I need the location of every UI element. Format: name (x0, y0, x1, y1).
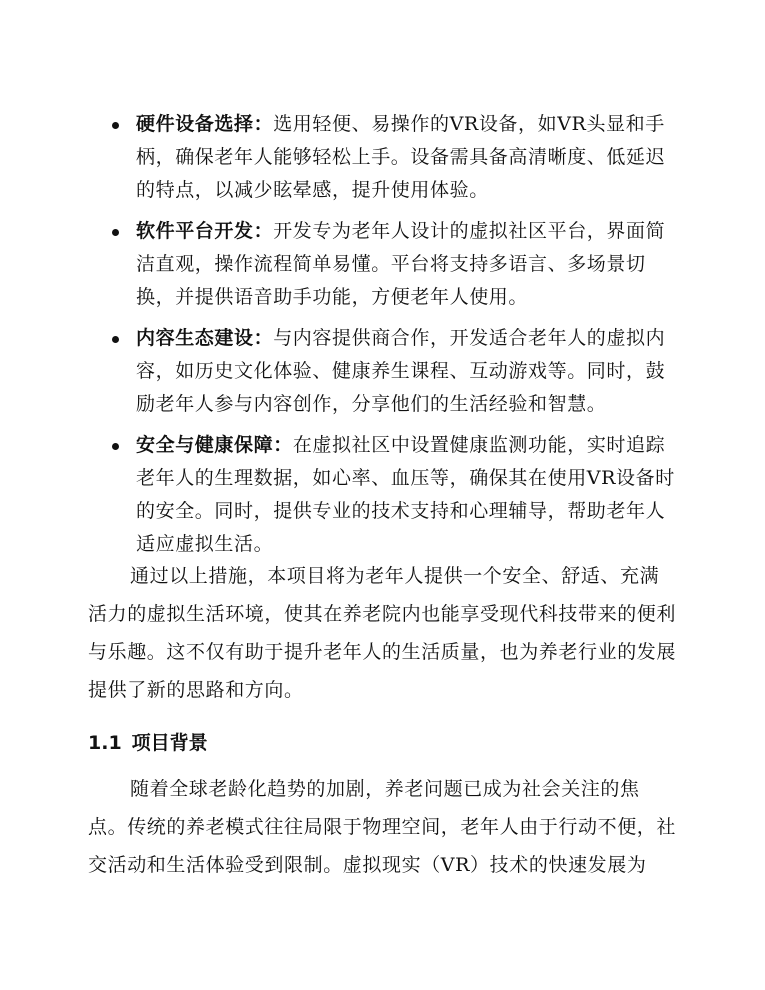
background-paragraph: 随着全球老龄化趋势的加剧，养老问题已成为社会关注的焦点。传统的养老模式往往局限于物理空间，老年人由于行动不便，社交活动和生活体验受到限制。虚拟现实（VR）技术的快速发展为 (88, 778, 677, 876)
section-heading (88, 728, 208, 758)
bullet-dot-icon (112, 122, 119, 129)
bullet-title: 安全与健康保障： (136, 434, 293, 456)
bullet-title: 软件平台开发： (136, 220, 274, 242)
bullet-dot-icon (112, 443, 119, 450)
bullet-title: 内容生态建设： (136, 327, 274, 349)
measures-bullet-list (0, 108, 765, 569)
bullet-text: 与内容提供商合作，开发适合老年人的虚拟内容，如历史文化体验、健康养生课程、互动游戏等。同时，鼓励老年人参与内容创作，分享他们的生活经验和智慧。 (136, 327, 666, 415)
bullet-item-safety (0, 429, 765, 561)
bullet-text: 开发专为老年人设计的虚拟社区平台，界面简洁直观，操作流程简单易懂。平台将支持多语言、多场景切换，并提供语音助手功能，方便老年人使用。 (136, 220, 666, 308)
bullet-text: 在虚拟社区中设置健康监测功能，实时追踪老年人的生理数据，如心率、血压等，确保其在使用VR设备时的安全。同时，提供专业的技术支持和心理辅导，帮助老年人适应虚拟生活。 (136, 434, 675, 555)
bullet-item-software (0, 215, 765, 314)
bullet-body (136, 215, 676, 314)
bullet-dot-icon (112, 336, 119, 343)
bullet-item-content (0, 322, 765, 421)
bullet-body (136, 429, 676, 561)
section-title: 项目背景 (131, 732, 208, 754)
bullet-text: 选用轻便、易操作的VR设备，如VR头显和手柄，确保老年人能够轻松上手。设备需具备高清晰度、低延迟的特点，以减少眩晕感，提升使用体验。 (136, 113, 666, 201)
bullet-dot-icon (112, 229, 119, 236)
bullet-title: 硬件设备选择： (136, 113, 274, 135)
section-number: 1.1 (88, 732, 122, 754)
bullet-body (136, 322, 676, 421)
bullet-body (136, 108, 676, 207)
bullet-item-hardware (0, 108, 765, 207)
summary-paragraph: 通过以上措施，本项目将为老年人提供一个安全、舒适、充满活力的虚拟生活环境，使其在养老院内也能享受现代科技带来的便利与乐趣。这不仅有助于提升老年人的生活质量，也为养老行业的发展提供了新的思路和方向。 (88, 565, 677, 701)
